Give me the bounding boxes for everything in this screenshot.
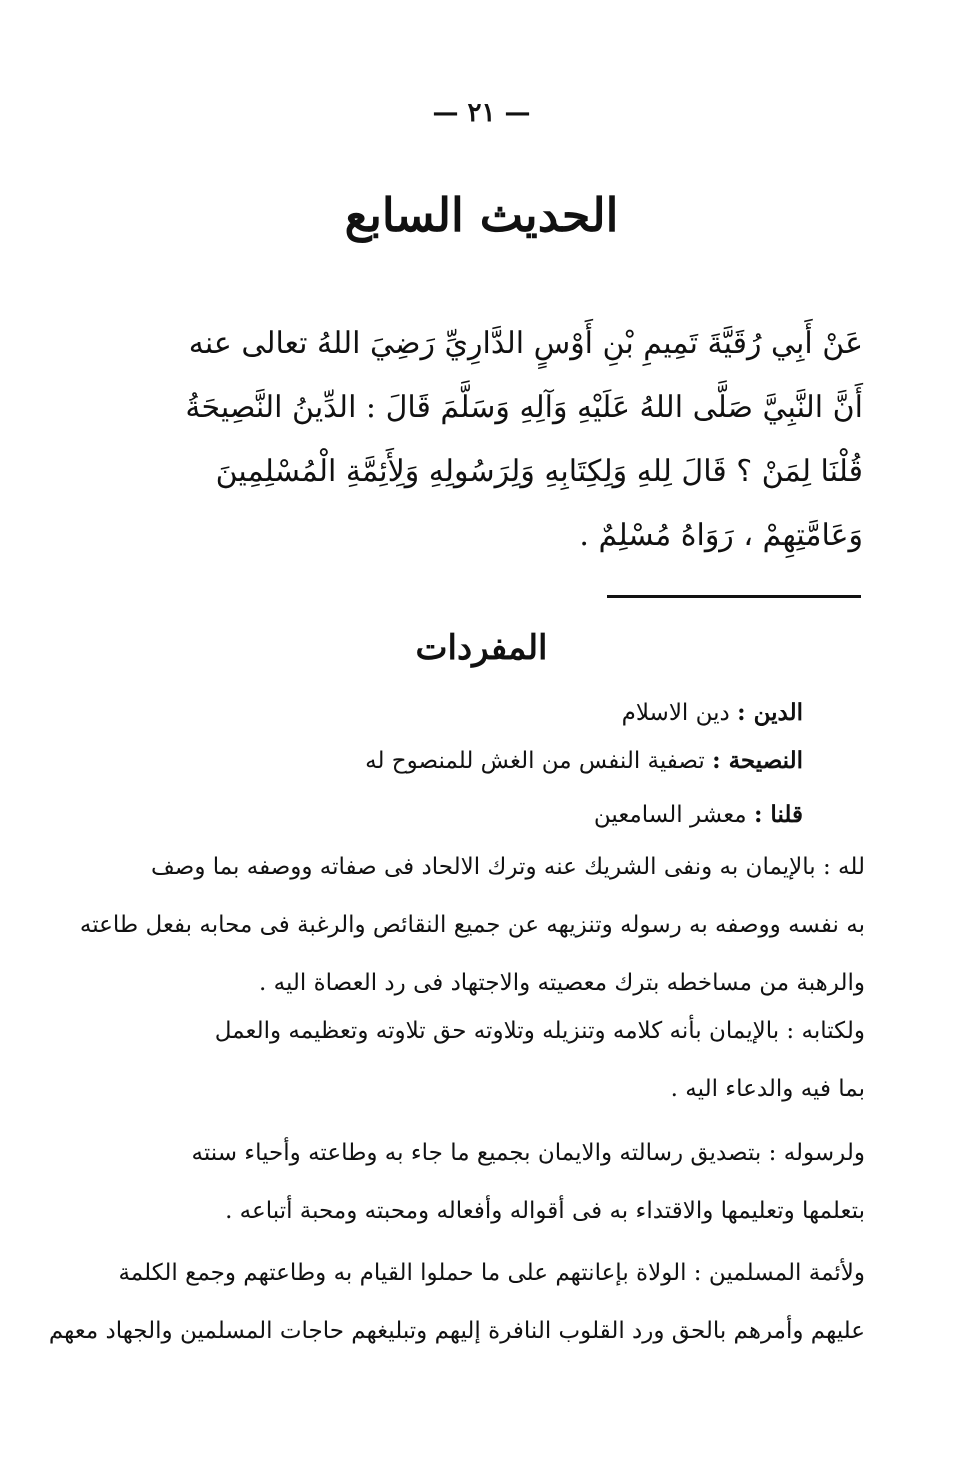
hadith-line: أَنَّ النَّبِيَّ صَلَّى اللهُ عَلَيْهِ وَآلِهِ وَسَلَّمَ قَالَ : الدِّينُ النَّصِيحَةُ (185, 390, 863, 425)
definition-item (365, 738, 803, 784)
hadith-line: قُلْنَا لِمَنْ ؟ قَالَ لِلهِ وَلِكِتَابِهِ وَلِرَسُولِهِ وَلِأَئِمَّةِ الْمُسْلِمِينَ (215, 454, 863, 489)
definition-item (594, 792, 803, 838)
explanation-line: ولكتابه : بالإيمان بأنه كلامه وتنزيله وتلاوته حق تلاوته وتعظيمه والعمل (214, 1018, 865, 1044)
definition-meaning: دين الاسلام (621, 700, 730, 726)
explanation-line: به نفسه ووصفه به رسوله وتنزيهه عن جميع النقائص والرغبة فى محابه بفعل طاعته (79, 912, 865, 938)
definition-meaning: تصفية النفس من الغش للمنصوح له (365, 748, 705, 774)
hadith-line: وَعَامَّتِهِمْ ، رَوَاهُ مُسْلِمٌ . (579, 518, 863, 553)
definition-term: الدين : (737, 699, 803, 726)
definition-item (622, 690, 803, 736)
explanation-paragraph (150, 1124, 865, 1240)
explanation-paragraph (79, 838, 865, 1012)
definition-term: قلنا : (753, 801, 803, 828)
explanation-paragraph (48, 1244, 865, 1360)
explanation-line: عليهم وأمرهم بالحق ورد القلوب النافرة إليهم وتبليغهم حاجات المسلمين والجهاد معهم (48, 1318, 865, 1344)
page-number: — ٢١ — (432, 98, 531, 128)
explanation-line: بتعلمها وتعليمها والاقتداء به فى أقواله وأفعاله ومحبته ومحبة أتباعه . (225, 1198, 865, 1224)
explanation-line: ولأئمة المسلمين : الولاة بإعانتهم على ما حملوا القيام به وطاعتهم وجمع الكلمة (118, 1260, 865, 1286)
explanation-paragraph (150, 1002, 865, 1118)
vocabulary-title: المفردات (415, 628, 548, 668)
hadith-title: الحديث السابع (344, 188, 619, 242)
explanation-line: ولرسوله : بتصديق رسالته والايمان بجميع ما جاء به وطاعته وأحياء سنته (191, 1140, 865, 1166)
explanation-line: بما فيه والدعاء اليه . (670, 1076, 865, 1102)
explanation-line: لله : بالإيمان به ونفى الشريك عنه وترك الالحاد فى صفاته ووصفه بما وصف (151, 854, 865, 880)
section-divider (607, 595, 861, 598)
hadith-text (150, 312, 863, 568)
definition-meaning: معشر السامعين (593, 802, 747, 828)
explanation-line: والرهبة من مساخطه بترك معصيته والاجتهاد فى رد العصاة اليه . (259, 970, 865, 996)
hadith-line: عَنْ أَبِي رُقَيَّةَ تَمِيمِ بْنِ أَوْسٍ الدَّارِيِّ رَضِيَ اللهُ تعالى عنه (188, 326, 863, 361)
definition-term: النصيحة : (712, 747, 803, 774)
